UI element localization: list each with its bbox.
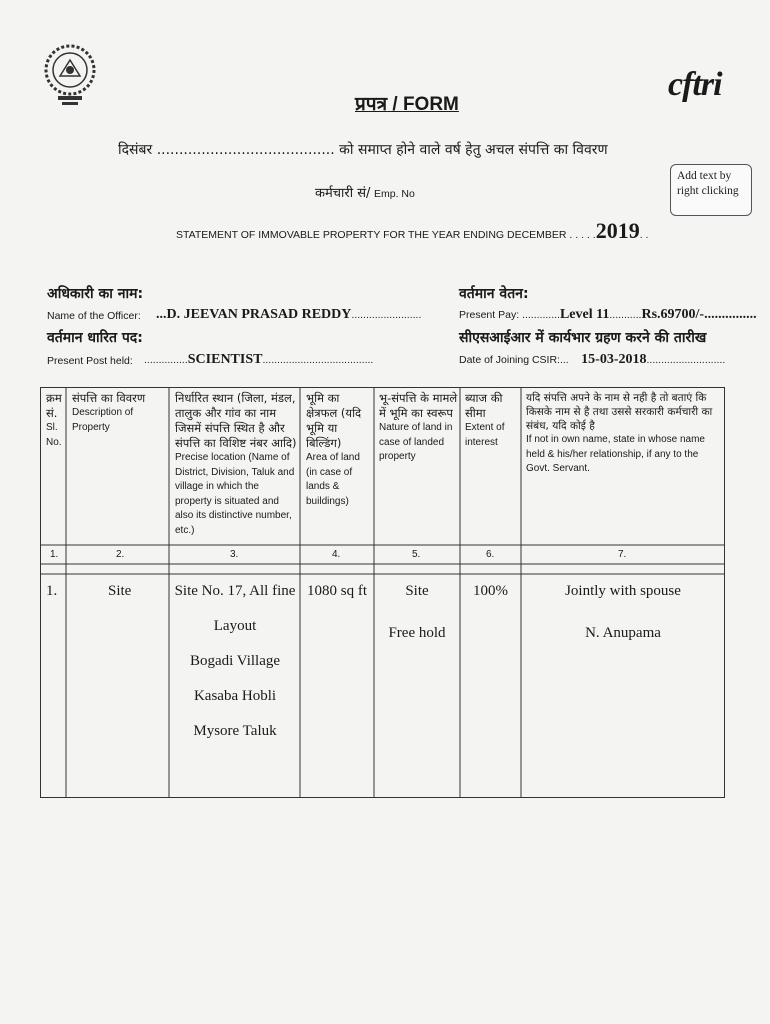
joining-dots: ........................... bbox=[646, 354, 726, 366]
emp-no-english: Emp. No bbox=[374, 188, 415, 200]
emp-no-hindi: कर्मचारी सं/ bbox=[315, 186, 371, 201]
row-nature bbox=[374, 583, 460, 642]
joining-value: 15-03-2018 bbox=[581, 352, 647, 367]
row-nature-line: Site bbox=[405, 583, 429, 599]
form-title bbox=[355, 90, 459, 116]
col-header-sl-hindi: क्रम सं. bbox=[46, 391, 62, 420]
col-header-sl bbox=[46, 391, 66, 450]
col-num-2: 2. bbox=[116, 549, 125, 560]
col-header-area-hindi: भूमि का क्षेत्रफल (यदि भूमि या बिल्डिंग) bbox=[306, 391, 362, 450]
post-dots: ...................................... bbox=[262, 354, 374, 366]
row-relation bbox=[521, 583, 725, 642]
pay-label: Present Pay: ............. bbox=[459, 309, 560, 321]
form-title-hindi: प्रपत्र bbox=[355, 93, 388, 115]
pay-amount-value: Rs.69700/-............... bbox=[641, 307, 757, 322]
joining-label: Date of Joining CSIR:... bbox=[459, 354, 569, 366]
statement-suffix: . . bbox=[639, 229, 649, 241]
col-header-relation-english: If not in own name, state in whose name held & his/her relationship, if any to the Govt. Servant. bbox=[526, 434, 705, 474]
row-location-line: Bogadi Village bbox=[189, 653, 281, 669]
post-label: Present Post held: bbox=[47, 355, 133, 367]
row-sl: 1. bbox=[46, 583, 58, 599]
row-description: Site bbox=[108, 583, 132, 599]
col-header-area bbox=[306, 391, 372, 509]
col-header-interest-hindi: ब्याज की सीमा bbox=[465, 391, 503, 420]
pay-level-value: Level 11 bbox=[559, 307, 610, 322]
statement-line bbox=[176, 218, 648, 244]
row-location bbox=[170, 583, 300, 740]
col-header-location-hindi: निर्धारित स्थान (जिला, मंडल, तालुक और गांव का नाम जिसमें संपत्ति स्थित है और संपत्ति का विशिष्ट नंबर आदि) bbox=[175, 391, 297, 450]
emp-no-line bbox=[315, 183, 415, 201]
col-header-relation-hindi: यदि संपत्ति अपने के नाम से नही है तो बताएं कि किसके नाम से है तथा उससे सरकारी कर्मचारी का संबंध, यदि कोई है bbox=[526, 392, 713, 432]
row-location-line: Site No. 17, All fine bbox=[174, 583, 296, 599]
col-header-relation bbox=[526, 391, 722, 477]
pay-label-hindi: वर्तमान वेतन: bbox=[459, 286, 529, 302]
officer-name-label: Name of the Officer: bbox=[47, 310, 141, 322]
col-num-7: 7. bbox=[618, 549, 627, 560]
row-relation-line: N. Anupama bbox=[585, 625, 661, 641]
post-field bbox=[144, 350, 373, 368]
cftri-logo: cftri bbox=[668, 66, 722, 103]
col-header-area-english: Area of land (in case of lands & buildings) bbox=[306, 452, 360, 507]
col-header-interest-english: Extent of interest bbox=[465, 422, 505, 448]
row-interest: 100% bbox=[473, 583, 508, 599]
col-header-interest bbox=[465, 391, 519, 450]
intro-line bbox=[118, 140, 608, 159]
post-label-hindi: वर्तमान धारित पद: bbox=[47, 330, 143, 346]
form-title-english: FORM bbox=[402, 94, 459, 115]
statement-prefix: STATEMENT OF IMMOVABLE PROPERTY FOR THE YEAR ENDING DECEMBER . . . . . bbox=[176, 229, 596, 241]
col-num-5: 5. bbox=[412, 549, 421, 560]
col-num-4: 4. bbox=[332, 549, 341, 560]
col-header-nature-english: Nature of land in case of landed property bbox=[379, 422, 453, 462]
intro-hindi-prefix: दिसंबर bbox=[118, 142, 153, 158]
col-header-sl-english: Sl. No. bbox=[46, 422, 62, 448]
intro-hindi-suffix: को समाप्त होने वाले वर्ष हेतु अचल संपत्ति का विवरण bbox=[339, 142, 608, 158]
property-table bbox=[40, 387, 725, 798]
pay-dots: ........... bbox=[609, 309, 642, 321]
post-value: SCIENTIST bbox=[187, 352, 263, 367]
row-nature-line: Free hold bbox=[388, 625, 446, 641]
row-location-line: Kasaba Hobli bbox=[193, 688, 277, 704]
officer-name-value: ...D. JEEVAN PRASAD REDDY bbox=[156, 307, 352, 322]
add-text-annotation-box[interactable]: Add text by right clicking bbox=[670, 164, 752, 216]
post-prefix-dots: ............... bbox=[144, 354, 188, 366]
officer-name-label-hindi: अधिकारी का नाम: bbox=[47, 286, 144, 302]
officer-name-dots: ........................ bbox=[351, 309, 422, 321]
col-header-description-english: Description of Property bbox=[72, 407, 134, 433]
col-header-location bbox=[175, 391, 297, 538]
pay-field bbox=[459, 305, 757, 323]
intro-dots: ........................................ bbox=[156, 142, 335, 158]
col-num-1: 1. bbox=[50, 549, 59, 560]
col-num-3: 3. bbox=[230, 549, 239, 560]
joining-label-hindi: सीएसआईआर में कार्यभार ग्रहण करने की तारीख bbox=[459, 330, 707, 346]
row-location-line: Mysore Taluk bbox=[193, 723, 277, 739]
col-header-location-english: Precise location (Name of District, Division, Taluk and village in which the property is situated and also its distinctive number, etc.) bbox=[175, 452, 295, 536]
joining-field bbox=[459, 350, 725, 368]
row-relation-line: Jointly with spouse bbox=[565, 583, 681, 599]
col-header-nature bbox=[379, 391, 459, 465]
form-title-separator: / bbox=[387, 94, 403, 115]
officer-name-field bbox=[156, 305, 421, 323]
statement-year: 2019 bbox=[595, 218, 640, 243]
row-location-line: Layout bbox=[213, 618, 257, 634]
col-header-nature-hindi: भू-संपत्ति के मामले में भूमि का स्वरूप bbox=[379, 391, 458, 420]
col-num-6: 6. bbox=[486, 549, 495, 560]
col-header-description bbox=[72, 391, 166, 435]
row-area: 1080 sq ft bbox=[307, 583, 367, 599]
csir-emblem-logo bbox=[42, 42, 98, 112]
col-header-description-hindi: संपत्ति का विवरण bbox=[72, 391, 146, 405]
